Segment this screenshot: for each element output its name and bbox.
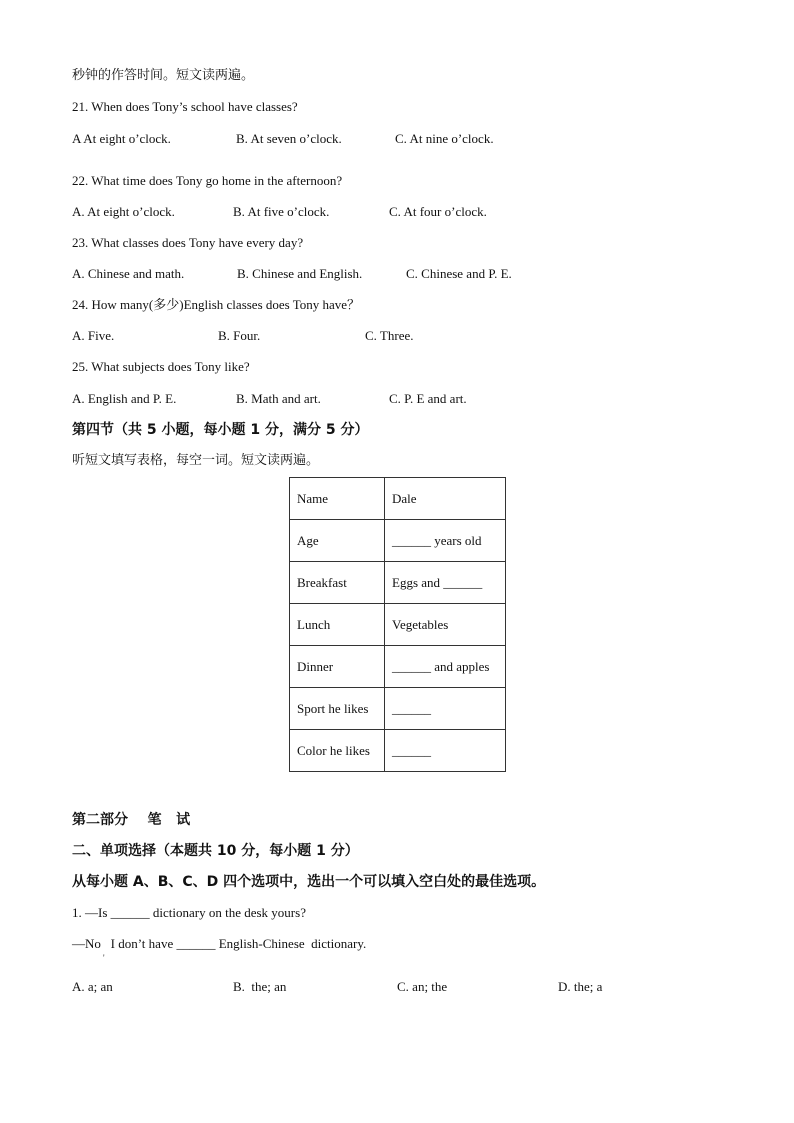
question-21-stem: 21. When does Tony’s school have classes?: [72, 99, 298, 114]
table-label: Name: [290, 478, 385, 520]
question-25-stem: 25. What subjects does Tony like?: [72, 359, 250, 374]
table-row: [290, 604, 506, 646]
table-row: [290, 688, 506, 730]
question-22-option-b: B. At five o’clock.: [233, 204, 330, 219]
table-value: ______: [385, 730, 506, 772]
table-label: Breakfast: [290, 562, 385, 604]
table-label: Age: [290, 520, 385, 562]
table-value: Vegetables: [385, 604, 506, 646]
stray-mark: ': [103, 953, 105, 963]
question-24-option-b: B. Four.: [218, 328, 261, 343]
question-1-line-1: 1. —Is ______ dictionary on the desk yours?: [72, 905, 306, 920]
table-value: ______ and apples: [385, 646, 506, 688]
question-22-option-a: A. At eight o’clock.: [72, 204, 175, 219]
table-label: Color he likes: [290, 730, 385, 772]
intro-tail: 秒钟的作答时间。短文读两遍。: [72, 68, 255, 83]
question-22-stem: 22. What time does Tony go home in the afternoon?: [72, 173, 343, 188]
question-1-option-c: C. an; the: [397, 979, 448, 994]
part-2-instruction: 从每小题 A、B、C、D 四个选项中，选出一个可以填入空白处的最佳选项。: [72, 874, 546, 890]
question-22-option-c: C. At four o’clock.: [389, 204, 487, 219]
question-24-stem: 24. How many(多少)English classes does Tony have？: [72, 297, 361, 312]
question-25-option-a: A. English and P. E.: [72, 391, 177, 406]
table-value: Eggs and ______: [385, 562, 506, 604]
question-23-option-a: A. Chinese and math.: [72, 266, 185, 281]
table-row: [290, 730, 506, 772]
question-23-option-b: B. Chinese and English.: [237, 266, 363, 281]
question-1-option-b: B. the; an: [233, 979, 287, 994]
table-row: [290, 478, 506, 520]
fill-in-table: [289, 477, 506, 772]
table-row: [290, 562, 506, 604]
table-label: Dinner: [290, 646, 385, 688]
table-value: ______: [385, 688, 506, 730]
table-row: [290, 646, 506, 688]
question-24-option-c: C. Three.: [365, 328, 414, 343]
question-25-option-b: B. Math and art.: [236, 391, 321, 406]
question-21-option-a: A At eight o’clock.: [72, 131, 171, 146]
question-21-option-b: B. At seven o’clock.: [236, 131, 342, 146]
question-23-stem: 23. What classes does Tony have every day?: [72, 235, 304, 250]
part-2-title: 第二部分 笔 试: [72, 812, 191, 828]
question-1-option-d: D. the; a: [558, 979, 603, 994]
table-row: [290, 520, 506, 562]
table-value: Dale: [385, 478, 506, 520]
section-4-heading: 第四节（共 5 小题，每小题 1 分，满分 5 分）: [72, 422, 369, 438]
question-1-line-2: —No I don’t have ______ English-Chinese dictionary.: [72, 936, 367, 951]
part-2-section-heading: 二、单项选择（本题共 10 分，每小题 1 分）: [72, 843, 359, 859]
question-23-option-c: C. Chinese and P. E.: [406, 266, 512, 281]
section-4-instruction: 听短文填写表格，每空一词。短文读两遍。: [72, 453, 320, 468]
question-21-option-c: C. At nine o’clock.: [395, 131, 494, 146]
table-label: Lunch: [290, 604, 385, 646]
question-24-option-a: A. Five.: [72, 328, 115, 343]
table-label: Sport he likes: [290, 688, 385, 730]
question-25-option-c: C. P. E and art.: [389, 391, 467, 406]
question-1-option-a: A. a; an: [72, 979, 113, 994]
table-value: ______ years old: [385, 520, 506, 562]
